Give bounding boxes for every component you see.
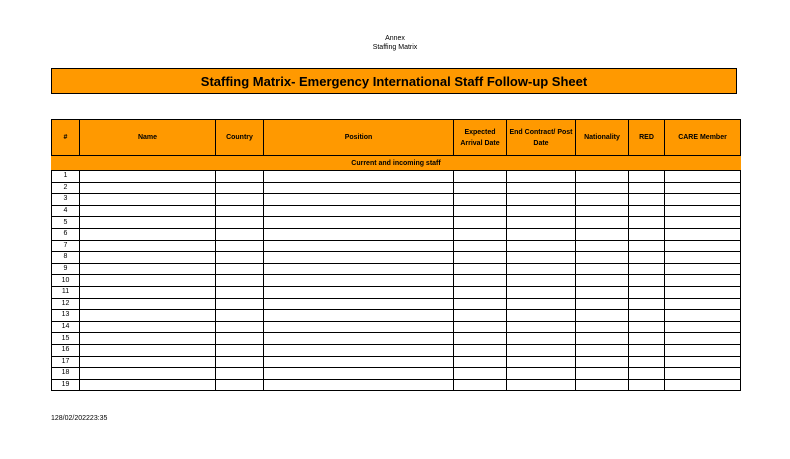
country-cell[interactable] <box>216 171 264 183</box>
arrival-date-cell[interactable] <box>454 252 507 264</box>
red-cell[interactable] <box>629 379 665 391</box>
red-cell[interactable] <box>629 194 665 206</box>
nationality-cell[interactable] <box>576 240 629 252</box>
col-header-nationality: Nationality <box>576 120 629 156</box>
arrival-date-cell[interactable] <box>454 379 507 391</box>
table-row <box>52 344 741 356</box>
position-cell[interactable] <box>264 228 454 240</box>
country-cell[interactable] <box>216 310 264 322</box>
position-cell[interactable] <box>264 286 454 298</box>
country-cell[interactable] <box>216 252 264 264</box>
position-cell[interactable] <box>264 263 454 275</box>
care-member-cell[interactable] <box>665 217 741 229</box>
table-row <box>52 333 741 345</box>
table-row <box>52 171 741 183</box>
position-cell[interactable] <box>264 252 454 264</box>
care-member-cell[interactable] <box>665 182 741 194</box>
red-cell[interactable] <box>629 368 665 380</box>
care-member-cell[interactable] <box>665 310 741 322</box>
red-cell[interactable] <box>629 205 665 217</box>
end-contract-cell[interactable] <box>507 310 576 322</box>
care-member-cell[interactable] <box>665 171 741 183</box>
red-cell[interactable] <box>629 171 665 183</box>
country-cell[interactable] <box>216 205 264 217</box>
care-member-cell[interactable] <box>665 286 741 298</box>
red-cell[interactable] <box>629 344 665 356</box>
care-member-cell[interactable] <box>665 333 741 345</box>
name-cell[interactable] <box>80 344 216 356</box>
arrival-date-cell[interactable] <box>454 205 507 217</box>
table-row <box>52 217 741 229</box>
care-member-cell[interactable] <box>665 252 741 264</box>
red-cell[interactable] <box>629 263 665 275</box>
care-member-cell[interactable] <box>665 368 741 380</box>
nationality-cell[interactable] <box>576 321 629 333</box>
end-contract-cell[interactable] <box>507 194 576 206</box>
position-cell[interactable] <box>264 171 454 183</box>
nationality-cell[interactable] <box>576 171 629 183</box>
name-cell[interactable] <box>80 286 216 298</box>
country-cell[interactable] <box>216 298 264 310</box>
care-member-cell[interactable] <box>665 205 741 217</box>
red-cell[interactable] <box>629 275 665 287</box>
country-cell[interactable] <box>216 321 264 333</box>
table-row <box>52 263 741 275</box>
header-row <box>52 120 741 156</box>
arrival-date-cell[interactable] <box>454 275 507 287</box>
row-number: 12 <box>52 298 80 310</box>
care-member-cell[interactable] <box>665 228 741 240</box>
position-cell[interactable] <box>264 217 454 229</box>
table-row <box>52 298 741 310</box>
red-cell[interactable] <box>629 252 665 264</box>
table-row <box>52 205 741 217</box>
table-row <box>52 379 741 391</box>
row-number: 7 <box>52 240 80 252</box>
care-member-cell[interactable] <box>665 379 741 391</box>
red-cell[interactable] <box>629 321 665 333</box>
red-cell[interactable] <box>629 298 665 310</box>
nationality-cell[interactable] <box>576 263 629 275</box>
red-cell[interactable] <box>629 228 665 240</box>
name-cell[interactable] <box>80 171 216 183</box>
end-contract-cell[interactable] <box>507 379 576 391</box>
row-number: 3 <box>52 194 80 206</box>
care-member-cell[interactable] <box>665 298 741 310</box>
nationality-cell[interactable] <box>576 356 629 368</box>
arrival-date-cell[interactable] <box>454 286 507 298</box>
arrival-date-cell[interactable] <box>454 310 507 322</box>
arrival-date-cell[interactable] <box>454 356 507 368</box>
arrival-date-cell[interactable] <box>454 368 507 380</box>
country-cell[interactable] <box>216 263 264 275</box>
end-contract-cell[interactable] <box>507 171 576 183</box>
name-cell[interactable] <box>80 217 216 229</box>
country-cell[interactable] <box>216 356 264 368</box>
end-contract-cell[interactable] <box>507 252 576 264</box>
name-cell[interactable] <box>80 228 216 240</box>
position-cell[interactable] <box>264 182 454 194</box>
row-number: 2 <box>52 182 80 194</box>
sheet-title: Staffing Matrix- Emergency International Staff Follow-up Sheet <box>51 68 737 94</box>
name-cell[interactable] <box>80 310 216 322</box>
nationality-cell[interactable] <box>576 333 629 345</box>
red-cell[interactable] <box>629 182 665 194</box>
position-cell[interactable] <box>264 321 454 333</box>
end-contract-cell[interactable] <box>507 205 576 217</box>
name-cell[interactable] <box>80 321 216 333</box>
name-cell[interactable] <box>80 275 216 287</box>
name-cell[interactable] <box>80 182 216 194</box>
nationality-cell[interactable] <box>576 286 629 298</box>
arrival-date-cell[interactable] <box>454 298 507 310</box>
nationality-cell[interactable] <box>576 379 629 391</box>
position-cell[interactable] <box>264 205 454 217</box>
row-number: 19 <box>52 379 80 391</box>
annex-label: Annex <box>385 35 405 42</box>
arrival-date-cell[interactable] <box>454 171 507 183</box>
row-number: 13 <box>52 310 80 322</box>
care-member-cell[interactable] <box>665 344 741 356</box>
name-cell[interactable] <box>80 263 216 275</box>
end-contract-cell[interactable] <box>507 182 576 194</box>
footer-timestamp: 128/02/202223:35 <box>51 415 108 422</box>
name-cell[interactable] <box>80 368 216 380</box>
arrival-date-cell[interactable] <box>454 217 507 229</box>
country-cell[interactable] <box>216 182 264 194</box>
annex-header <box>0 34 790 52</box>
name-cell[interactable] <box>80 194 216 206</box>
nationality-cell[interactable] <box>576 368 629 380</box>
end-contract-cell[interactable] <box>507 356 576 368</box>
row-number: 1 <box>52 171 80 183</box>
country-cell[interactable] <box>216 194 264 206</box>
section-label: Current and incoming staff <box>52 156 741 171</box>
row-number: 9 <box>52 263 80 275</box>
position-cell[interactable] <box>264 356 454 368</box>
table-row <box>52 228 741 240</box>
nationality-cell[interactable] <box>576 194 629 206</box>
care-member-cell[interactable] <box>665 263 741 275</box>
nationality-cell[interactable] <box>576 217 629 229</box>
position-cell[interactable] <box>264 344 454 356</box>
red-cell[interactable] <box>629 356 665 368</box>
red-cell[interactable] <box>629 286 665 298</box>
section-row <box>52 156 741 171</box>
row-number: 15 <box>52 333 80 345</box>
col-header-position: Position <box>264 120 454 156</box>
table-row <box>52 321 741 333</box>
row-number: 11 <box>52 286 80 298</box>
arrival-date-cell[interactable] <box>454 263 507 275</box>
end-contract-cell[interactable] <box>507 298 576 310</box>
staffing-table <box>51 119 741 391</box>
row-number: 5 <box>52 217 80 229</box>
nationality-cell[interactable] <box>576 228 629 240</box>
arrival-date-cell[interactable] <box>454 228 507 240</box>
position-cell[interactable] <box>264 333 454 345</box>
table-row <box>52 286 741 298</box>
col-header-name: Name <box>80 120 216 156</box>
country-cell[interactable] <box>216 333 264 345</box>
care-member-cell[interactable] <box>665 275 741 287</box>
name-cell[interactable] <box>80 379 216 391</box>
country-cell[interactable] <box>216 368 264 380</box>
country-cell[interactable] <box>216 240 264 252</box>
care-member-cell[interactable] <box>665 240 741 252</box>
country-cell[interactable] <box>216 217 264 229</box>
end-contract-cell[interactable] <box>507 321 576 333</box>
position-cell[interactable] <box>264 275 454 287</box>
nationality-cell[interactable] <box>576 275 629 287</box>
name-cell[interactable] <box>80 298 216 310</box>
red-cell[interactable] <box>629 240 665 252</box>
nationality-cell[interactable] <box>576 182 629 194</box>
end-contract-cell[interactable] <box>507 228 576 240</box>
care-member-cell[interactable] <box>665 194 741 206</box>
row-number: 8 <box>52 252 80 264</box>
col-header-number: # <box>52 120 80 156</box>
country-cell[interactable] <box>216 379 264 391</box>
end-contract-cell[interactable] <box>507 368 576 380</box>
table-row <box>52 240 741 252</box>
col-header-red: RED <box>629 120 665 156</box>
arrival-date-cell[interactable] <box>454 182 507 194</box>
table-row <box>52 194 741 206</box>
arrival-date-cell[interactable] <box>454 194 507 206</box>
position-cell[interactable] <box>264 298 454 310</box>
name-cell[interactable] <box>80 333 216 345</box>
row-number: 16 <box>52 344 80 356</box>
country-cell[interactable] <box>216 228 264 240</box>
arrival-date-cell[interactable] <box>454 321 507 333</box>
row-number: 18 <box>52 368 80 380</box>
red-cell[interactable] <box>629 333 665 345</box>
red-cell[interactable] <box>629 310 665 322</box>
arrival-date-cell[interactable] <box>454 240 507 252</box>
col-header-care-member: CARE Member <box>665 120 741 156</box>
row-number: 6 <box>52 228 80 240</box>
position-cell[interactable] <box>264 240 454 252</box>
country-cell[interactable] <box>216 275 264 287</box>
table-row <box>52 368 741 380</box>
end-contract-cell[interactable] <box>507 275 576 287</box>
row-number: 17 <box>52 356 80 368</box>
nationality-cell[interactable] <box>576 298 629 310</box>
name-cell[interactable] <box>80 356 216 368</box>
nationality-cell[interactable] <box>576 252 629 264</box>
table-row <box>52 356 741 368</box>
nationality-cell[interactable] <box>576 344 629 356</box>
arrival-date-cell[interactable] <box>454 333 507 345</box>
country-cell[interactable] <box>216 344 264 356</box>
row-number: 10 <box>52 275 80 287</box>
country-cell[interactable] <box>216 286 264 298</box>
end-contract-cell[interactable] <box>507 217 576 229</box>
nationality-cell[interactable] <box>576 310 629 322</box>
position-cell[interactable] <box>264 368 454 380</box>
red-cell[interactable] <box>629 217 665 229</box>
care-member-cell[interactable] <box>665 356 741 368</box>
table-row <box>52 310 741 322</box>
name-cell[interactable] <box>80 252 216 264</box>
table-row <box>52 182 741 194</box>
care-member-cell[interactable] <box>665 321 741 333</box>
nationality-cell[interactable] <box>576 205 629 217</box>
name-cell[interactable] <box>80 205 216 217</box>
name-cell[interactable] <box>80 240 216 252</box>
col-header-country: Country <box>216 120 264 156</box>
end-contract-cell[interactable] <box>507 240 576 252</box>
table-row <box>52 252 741 264</box>
arrival-date-cell[interactable] <box>454 344 507 356</box>
position-cell[interactable] <box>264 379 454 391</box>
position-cell[interactable] <box>264 194 454 206</box>
table-row <box>52 275 741 287</box>
row-number: 4 <box>52 205 80 217</box>
end-contract-cell[interactable] <box>507 263 576 275</box>
row-number: 14 <box>52 321 80 333</box>
col-header-end-contract: End Contract/ Post Date <box>507 120 576 156</box>
end-contract-cell[interactable] <box>507 286 576 298</box>
end-contract-cell[interactable] <box>507 333 576 345</box>
col-header-arrival-date: Expected Arrival Date <box>454 120 507 156</box>
position-cell[interactable] <box>264 310 454 322</box>
end-contract-cell[interactable] <box>507 344 576 356</box>
staffing-matrix-label: Staffing Matrix <box>372 44 418 51</box>
